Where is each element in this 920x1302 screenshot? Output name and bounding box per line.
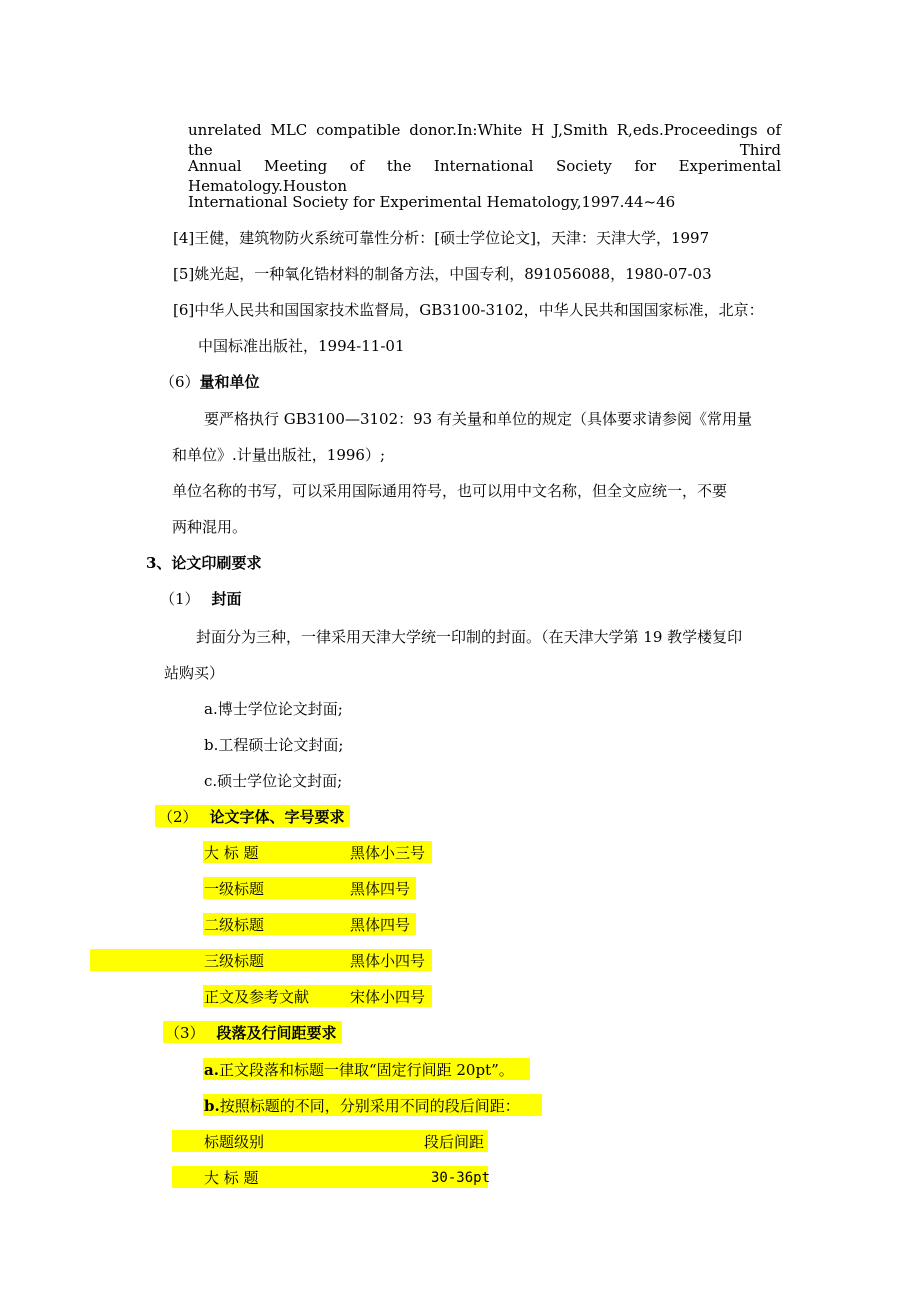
font-row-font: 宋体小四号 xyxy=(350,988,426,1006)
units-para1-line-1: 要严格执行 GB3100—3102：93 有关量和单位的规定（具体要求请参阅《常用量 xyxy=(204,410,752,428)
ref6-line-1: [6]中华人民共和国国家技术监督局，GB3100-3102，中华人民共和国国家标准，北京： xyxy=(173,301,764,319)
font-row-font: 黑体小四号 xyxy=(350,952,426,970)
ref3-line-1: unrelated MLC compatible donor.In:White H J,Smith R,eds.Proceedings of the Third xyxy=(188,121,781,159)
spacing-table-header-col2: 段后间距 xyxy=(424,1133,485,1151)
units-para2-line-2: 两种混用。 xyxy=(172,518,248,536)
ref3-line-2: Annual Meeting of the International Society for Experimental Hematology.Houston xyxy=(188,157,781,195)
cover-heading xyxy=(160,589,242,609)
font-row-font: 黑体小三号 xyxy=(350,844,426,862)
spacing-item-b-text: 按照标题的不同，分别采用不同的段后间距： xyxy=(219,1097,520,1115)
font-row-level: 二级标题 xyxy=(204,916,265,934)
spacing-table-header-col1: 标题级别 xyxy=(204,1133,265,1151)
units-para1-line-2: 和单位》.计量出版社，1996）; xyxy=(172,446,385,464)
ref5: [5]姚光起，一种氧化锆材料的制备方法，中国专利，891056088，1980-07-03 xyxy=(173,265,712,283)
fonts-heading-title: 论文字体、字号要求 xyxy=(209,808,345,826)
font-row xyxy=(204,915,411,935)
spacing-table-row-value: 30-36pt xyxy=(431,1170,491,1186)
cover-para-line-2: 站购买） xyxy=(164,664,225,682)
fonts-heading-num: （2） xyxy=(158,808,198,826)
font-row xyxy=(204,987,426,1007)
ref3-line-3: International Society for Experimental Hematology,1997.44~46 xyxy=(188,193,676,211)
font-row-font: 黑体四号 xyxy=(350,880,411,898)
spacing-table-row-level: 大 标 题 xyxy=(204,1169,259,1187)
cover-para-line-1: 封面分为三种，一律采用天津大学统一印制的封面。（在天津大学第 19 教学楼复印 xyxy=(196,628,743,646)
cover-item-a: a.博士学位论文封面; xyxy=(204,700,343,718)
spacing-table-header xyxy=(204,1132,485,1152)
font-row-level: 三级标题 xyxy=(204,952,265,970)
font-row xyxy=(204,843,426,863)
ref4: [4]王健，建筑物防火系统可靠性分析：[硕士学位论文]，天津：天津大学，1997 xyxy=(173,229,710,247)
cover-item-c: c.硕士学位论文封面; xyxy=(204,772,343,790)
spacing-item-a xyxy=(204,1060,514,1080)
spacing-table-row xyxy=(204,1168,491,1188)
units-heading-text: 量和单位 xyxy=(199,373,260,391)
ref6-line-2: 中国标准出版社，1994-11-01 xyxy=(198,337,405,355)
spacing-item-a-text: 正文段落和标题一律取“固定行间距 20pt”。 xyxy=(218,1061,514,1079)
font-row-level: 一级标题 xyxy=(204,880,265,898)
units-heading-num: （6） xyxy=(160,373,200,391)
font-row-level: 大 标 题 xyxy=(204,844,259,862)
fonts-heading xyxy=(158,807,345,827)
printing-heading: 3、论文印刷要求 xyxy=(146,554,262,572)
spacing-item-b xyxy=(204,1096,520,1116)
units-heading xyxy=(160,372,260,392)
cover-heading-title: 封面 xyxy=(211,590,242,608)
units-para2-line-1: 单位名称的书写，可以采用国际通用符号，也可以用中文名称，但全文应统一，不要 xyxy=(172,482,728,500)
spacing-item-a-label: a. xyxy=(204,1061,219,1079)
font-row xyxy=(204,951,426,971)
cover-heading-num: （1） xyxy=(160,590,200,608)
font-row xyxy=(204,879,411,899)
spacing-heading xyxy=(165,1023,337,1043)
font-row-font: 黑体四号 xyxy=(350,916,411,934)
cover-item-b: b.工程硕士论文封面; xyxy=(204,736,344,754)
spacing-heading-title: 段落及行间距要求 xyxy=(216,1024,337,1042)
font-row-level: 正文及参考文献 xyxy=(204,988,310,1006)
spacing-heading-num: （3） xyxy=(165,1024,205,1042)
spacing-item-b-label: b. xyxy=(204,1097,220,1115)
